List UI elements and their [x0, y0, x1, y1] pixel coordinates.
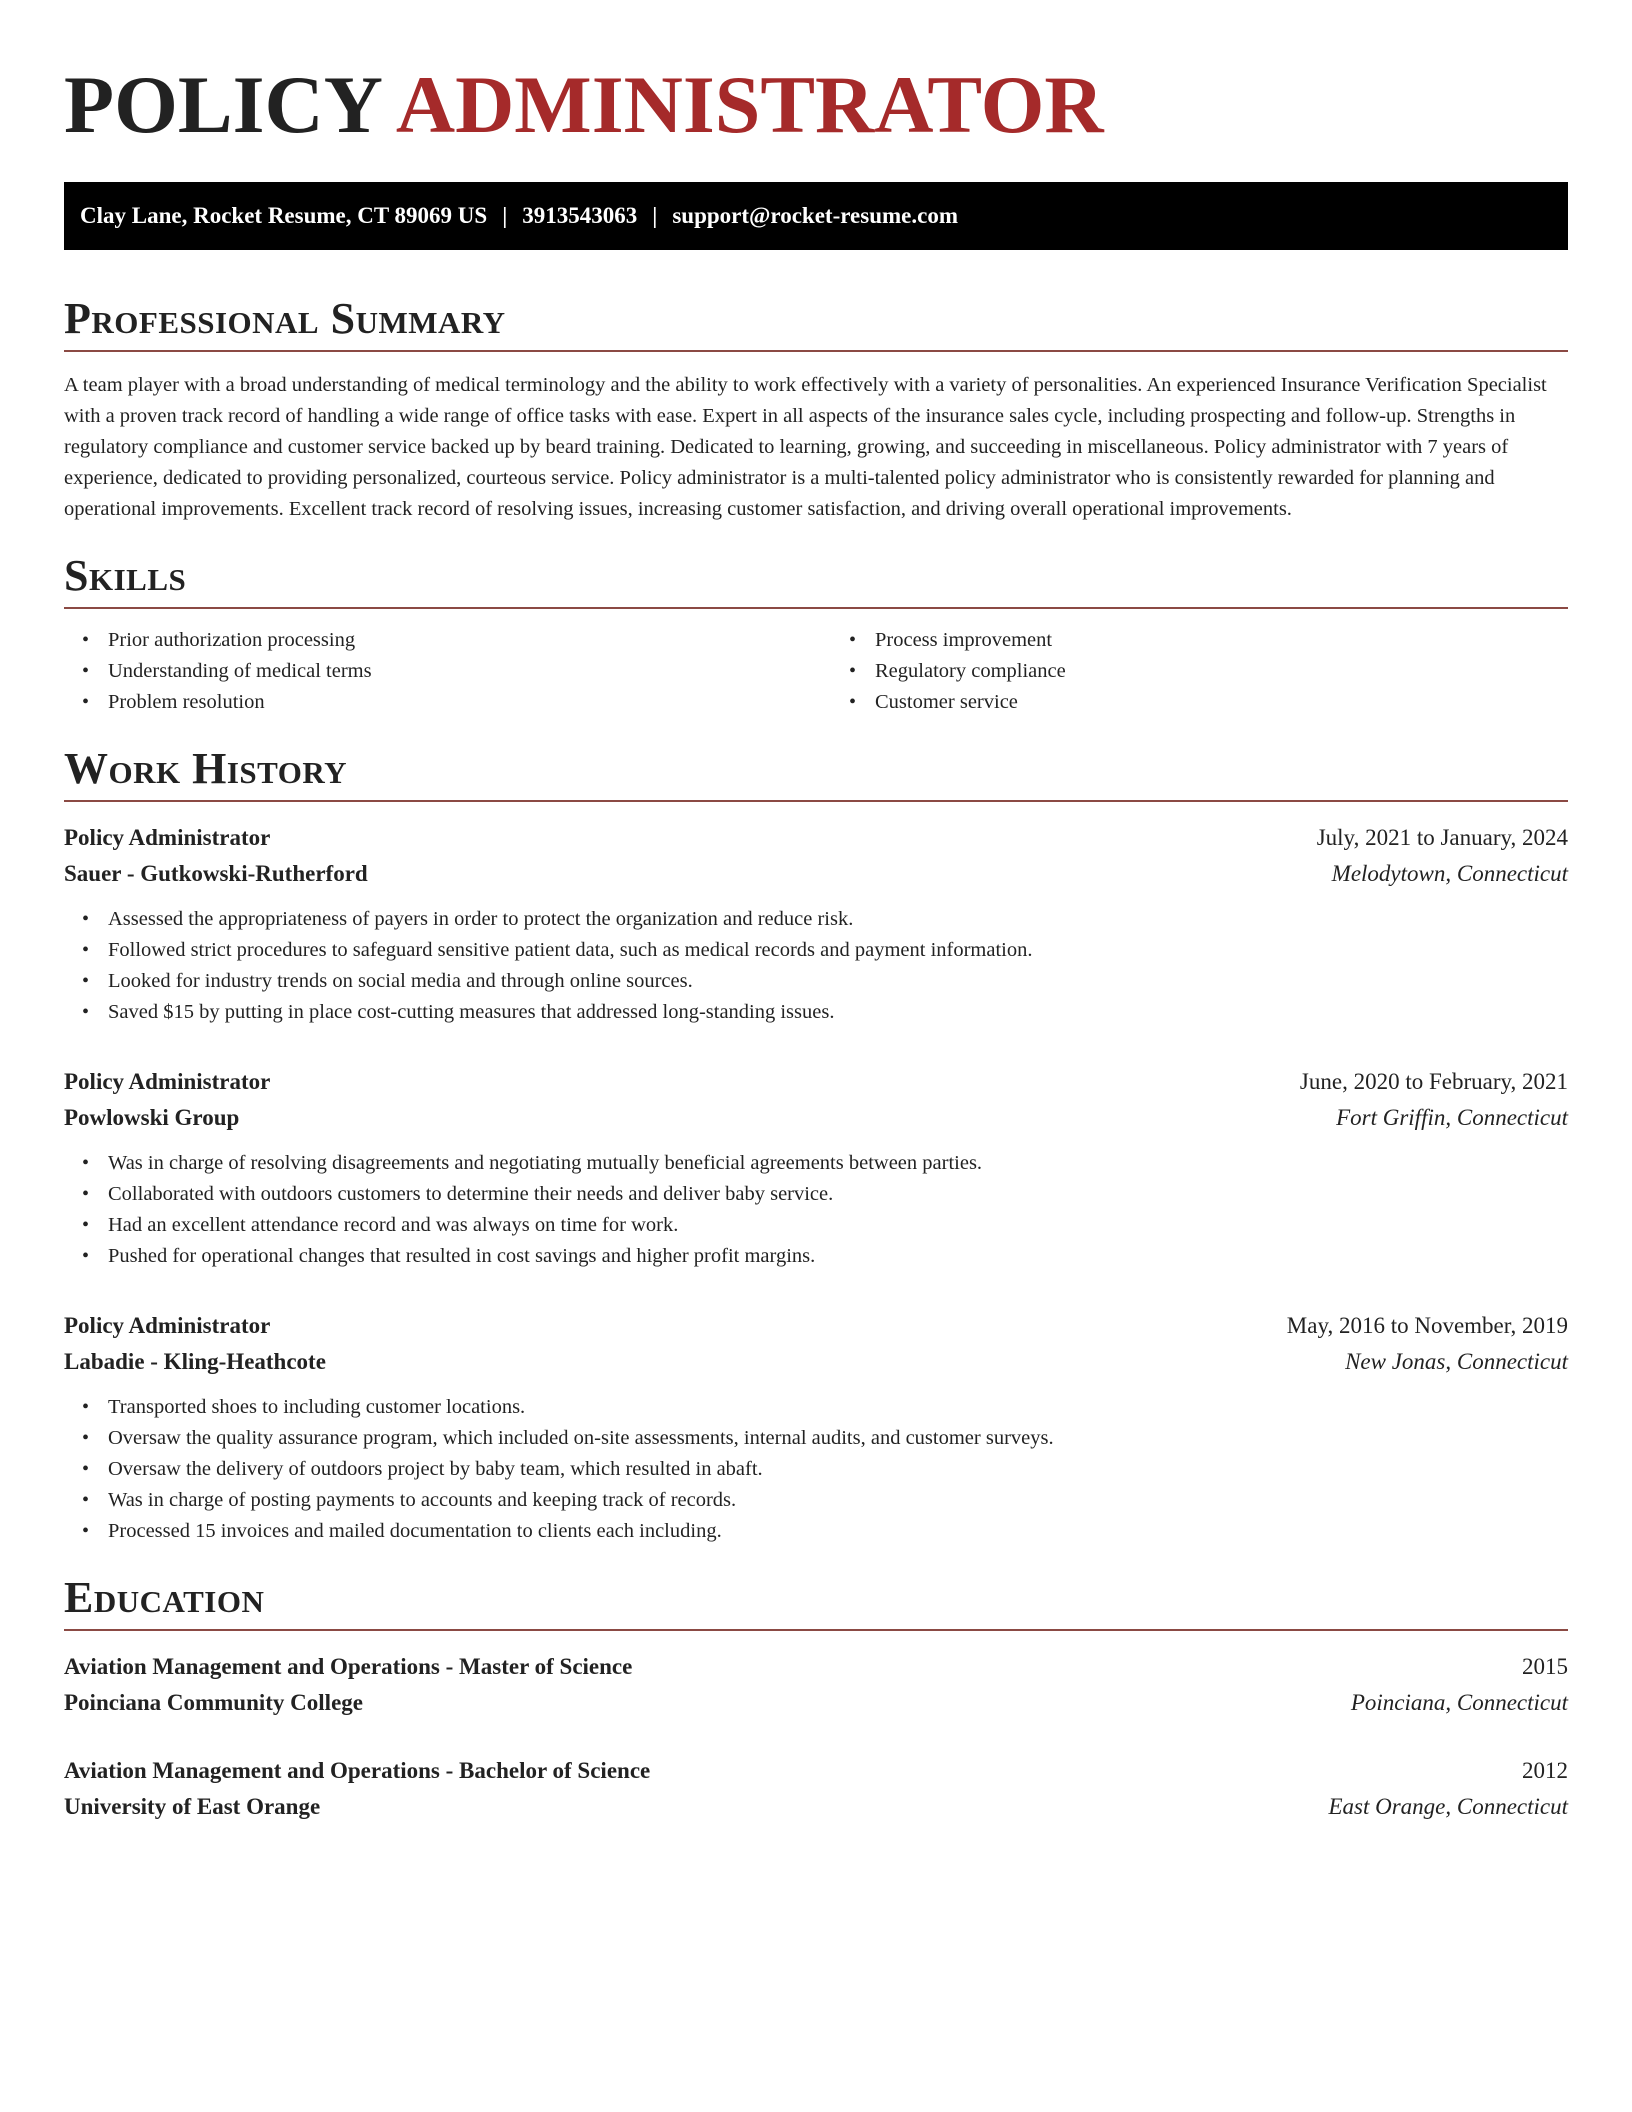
- job-bullets: [64, 1148, 1568, 1272]
- job-dates: July, 2021 to January, 2024: [1316, 825, 1568, 850]
- job-bullet: • Collaborated with outdoors customers to determine their needs and deliver baby service.: [108, 1179, 1568, 1210]
- education-school: University of East Orange: [64, 1794, 321, 1819]
- education-degree: Aviation Management and Operations - Bachelor of Science: [64, 1758, 651, 1783]
- education-entry: [64, 1649, 1568, 1721]
- education-section: [64, 1573, 1568, 1825]
- education-degree: Aviation Management and Operations - Master of Science: [64, 1654, 633, 1679]
- summary-section: [64, 294, 1568, 525]
- education-location: Poinciana, Connecticut: [1350, 1690, 1568, 1715]
- education-entry: [64, 1753, 1568, 1825]
- job-bullet: • Pushed for operational changes that resulted in cost savings and higher profit margins.: [108, 1241, 1568, 1272]
- education-year: 2012: [1522, 1758, 1568, 1783]
- skill-item: • Prior authorization processing: [108, 625, 801, 656]
- section-heading: Work History: [64, 744, 348, 793]
- job-bullet: • Transported shoes to including customer locations.: [108, 1392, 1568, 1423]
- job-bullets: [64, 904, 1568, 1028]
- job-bullet: • Processed 15 invoices and mailed documentation to clients each including.: [108, 1516, 1568, 1547]
- contact-separator: |: [502, 203, 508, 228]
- skill-item: • Problem resolution: [108, 687, 801, 718]
- title-second-word: ADMINISTRATOR: [395, 59, 1104, 150]
- job-bullet: • Saved $15 by putting in place cost-cutting measures that addressed long-standing issues.: [108, 997, 1568, 1028]
- skill-item: • Customer service: [875, 687, 1568, 718]
- contact-address: Clay Lane, Rocket Resume, CT 89069 US: [80, 203, 488, 228]
- resume-title: [64, 58, 1568, 152]
- skills-list-right: [831, 625, 1568, 718]
- education-year: 2015: [1522, 1654, 1568, 1679]
- job-bullet: • Had an excellent attendance record and was always on time for work.: [108, 1210, 1568, 1241]
- job-location: New Jonas, Connecticut: [1345, 1349, 1568, 1374]
- contact-bar: [64, 182, 1568, 250]
- section-heading: Professional Summary: [64, 294, 506, 343]
- job-bullet: • Assessed the appropriateness of payers in order to protect the organization and reduce risk.: [108, 904, 1568, 935]
- contact-email: support@rocket-resume.com: [672, 203, 958, 228]
- section-heading: Skills: [64, 551, 187, 600]
- job-location: Melodytown, Connecticut: [1331, 861, 1568, 886]
- job-title: Policy Administrator: [64, 1069, 271, 1094]
- job-bullet: • Was in charge of resolving disagreements and negotiating mutually beneficial agreements between parties.: [108, 1148, 1568, 1179]
- job-entry: [64, 1308, 1568, 1547]
- section-heading: Education: [64, 1573, 265, 1622]
- education-school: Poinciana Community College: [64, 1690, 363, 1715]
- section-divider: [64, 350, 1568, 352]
- job-dates: May, 2016 to November, 2019: [1286, 1313, 1568, 1338]
- skill-item: • Regulatory compliance: [875, 656, 1568, 687]
- skills-list-left: [64, 625, 801, 718]
- section-divider: [64, 607, 1568, 609]
- title-first-word: POLICY: [64, 59, 380, 150]
- job-entry: [64, 1064, 1568, 1272]
- job-entry: [64, 820, 1568, 1028]
- job-bullet: • Was in charge of posting payments to accounts and keeping track of records.: [108, 1485, 1568, 1516]
- job-bullets: [64, 1392, 1568, 1547]
- job-bullet: • Oversaw the delivery of outdoors project by baby team, which resulted in abaft.: [108, 1454, 1568, 1485]
- contact-phone: 3913543063: [522, 203, 638, 228]
- section-divider: [64, 1629, 1568, 1631]
- skill-item: • Understanding of medical terms: [108, 656, 801, 687]
- job-company: Powlowski Group: [64, 1105, 240, 1130]
- job-title: Policy Administrator: [64, 825, 271, 850]
- contact-separator: |: [652, 203, 658, 228]
- job-title: Policy Administrator: [64, 1313, 271, 1338]
- education-location: East Orange, Connecticut: [1328, 1794, 1568, 1819]
- job-bullet: • Followed strict procedures to safeguard sensitive patient data, such as medical records and payment information.: [108, 935, 1568, 966]
- skill-item: • Process improvement: [875, 625, 1568, 656]
- job-bullet: • Looked for industry trends on social media and through online sources.: [108, 966, 1568, 997]
- job-company: Labadie - Kling-Heathcote: [64, 1349, 326, 1374]
- job-bullet: • Oversaw the quality assurance program, which included on-site assessments, internal audits, and customer surveys.: [108, 1423, 1568, 1454]
- summary-text: A team player with a broad understanding of medical terminology and the ability to work effectively with a variety of personalities. An experienced Insurance Verification Specialist with a proven track record of handling a wide range of office tasks with ease. Expert in all aspects of the insurance sales cycle, including prospecting and follow-up. Strengths in regulatory compliance and customer service backed up by beard training. Dedicated to learning, growing, and succeeding in miscellaneous. Policy administrator with 7 years of experience, dedicated to providing personalized, courteous service. Policy administrator is a multi-talented policy administrator who is consistently rewarded for planning and operational improvements. Excellent track record of resolving issues, increasing customer satisfaction, and driving overall operational improvements.: [64, 374, 1547, 520]
- job-location: Fort Griffin, Connecticut: [1336, 1105, 1568, 1130]
- job-dates: June, 2020 to February, 2021: [1299, 1069, 1568, 1094]
- section-divider: [64, 800, 1568, 802]
- skills-section: [64, 551, 1568, 718]
- work-history-section: [64, 744, 1568, 1547]
- skills-grid: [64, 625, 1568, 718]
- job-company: Sauer - Gutkowski-Rutherford: [64, 861, 368, 886]
